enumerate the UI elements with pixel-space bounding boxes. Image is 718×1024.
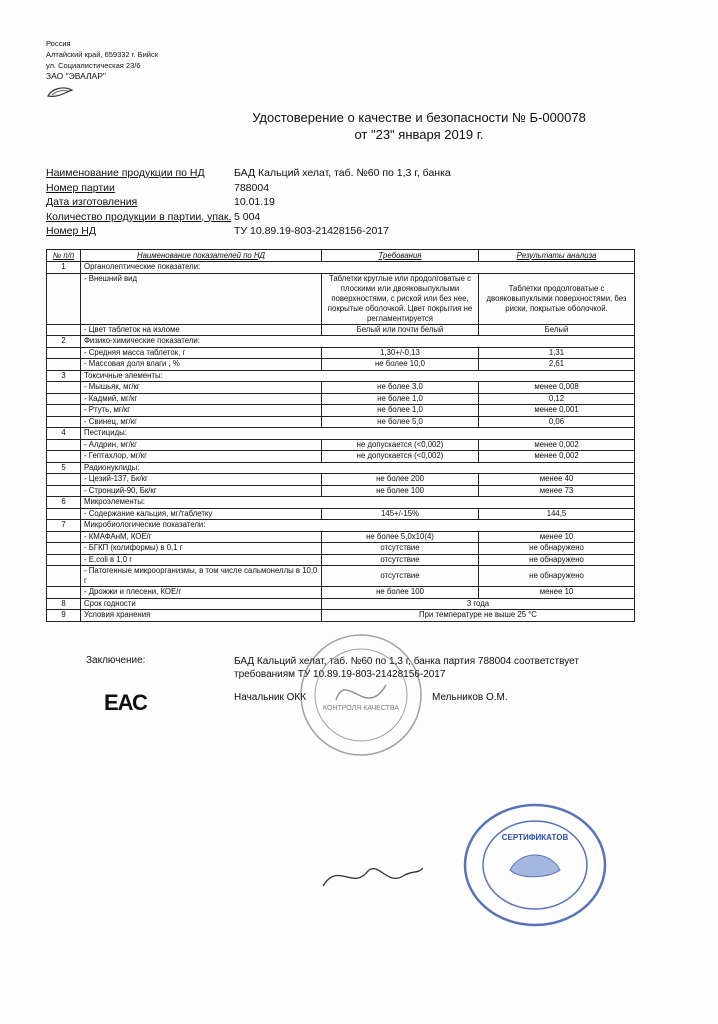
table-row: [47, 405, 635, 417]
requirement-value: не допускается (<0,002): [322, 439, 479, 451]
table-row: [47, 474, 635, 486]
table-row: [47, 347, 635, 359]
result-value: менее 0,001: [479, 405, 635, 417]
requirement-value: Белый или почти белый: [322, 324, 479, 336]
info-label: Наименование продукции по НД: [46, 167, 205, 179]
document-title: Удостоверение о качестве и безопасности № Б-000078: [252, 110, 586, 125]
table-row: [47, 508, 635, 520]
info-value: 788004: [234, 181, 270, 194]
table-row: [47, 262, 635, 274]
requirement-value: отсутствие: [322, 566, 479, 587]
row-number: [47, 543, 81, 555]
indicator-name: - Гептахлор, мг/кг: [81, 451, 322, 463]
indicator-name: - Свинец, мг/кг: [81, 416, 322, 428]
row-number: [47, 531, 81, 543]
table-row: [47, 324, 635, 336]
indicator-value: При температуре не выше 25 °С: [322, 610, 635, 622]
row-number: [47, 273, 81, 324]
header-name: Наименование показателей по НД: [81, 250, 322, 262]
section-title: Микроэлементы:: [81, 497, 635, 509]
table-row: [47, 587, 635, 599]
requirement-value: не более 100: [322, 587, 479, 599]
result-value: менее 0,002: [479, 451, 635, 463]
address-line: ул. Социалистическая 23/6: [46, 61, 141, 70]
indicator-name: - Алдрин, мг/кг: [81, 439, 322, 451]
header-results: Результаты анализа: [479, 250, 635, 262]
result-value: 144,5: [479, 508, 635, 520]
conclusion-label: Заключение:: [86, 655, 146, 666]
info-value: БАД Кальций хелат, таб. №60 по 1,3 г, банка: [234, 167, 451, 179]
address-line: Алтайский край, 659332 г. Бийск: [46, 50, 158, 59]
result-value: менее 73: [479, 485, 635, 497]
section-title: Микробиологические показатели:: [81, 520, 635, 532]
row-number: [47, 587, 81, 599]
indicator-name: - E.coli в 1,0 г: [81, 554, 322, 566]
requirement-value: не допускается (<0,002): [322, 451, 479, 463]
conclusion-text: БАД Кальций хелат, таб. №60 по 1,3 г, банка партия 788004 соответствует требованиям ТУ 10.89.19-803-21428156-2017: [234, 656, 579, 680]
info-value: 10.01.19: [234, 196, 275, 208]
section-title: Токсичные элементы:: [81, 370, 635, 382]
requirement-value: не более 10,0: [322, 359, 479, 371]
row-number: [47, 566, 81, 587]
result-value: менее 0,002: [479, 439, 635, 451]
row-number: [47, 359, 81, 371]
indicator-name: - Содержание кальция, мг/таблетку: [81, 508, 322, 520]
stamp-text: КОНТРОЛЯ КАЧЕСТВА: [323, 705, 399, 712]
table-row: [47, 485, 635, 497]
row-number: [47, 508, 81, 520]
result-value: менее 40: [479, 474, 635, 486]
table-row: [47, 497, 635, 509]
signature-icon: [318, 856, 428, 896]
indicator-name: - Внешний вид: [81, 273, 322, 324]
result-value: 1,31: [479, 347, 635, 359]
row-number: 9: [47, 610, 81, 622]
requirement-value: не более 3,0: [322, 382, 479, 394]
result-value: менее 10: [479, 587, 635, 599]
indicator-name: - Кадмий, мг/кг: [81, 393, 322, 405]
address-line: ЗАО "ЭВАЛАР": [46, 71, 106, 81]
row-number: 7: [47, 520, 81, 532]
row-number: 3: [47, 370, 81, 382]
indicator-name: Срок годности: [81, 598, 322, 610]
boss-label: Начальник ОКК: [234, 692, 307, 703]
row-number: [47, 416, 81, 428]
row-number: [47, 324, 81, 336]
section-title: Пестициды:: [81, 428, 635, 440]
table-row: [47, 370, 635, 382]
table-row: [47, 416, 635, 428]
row-number: 8: [47, 598, 81, 610]
row-number: [47, 554, 81, 566]
requirement-value: 145+/-15%: [322, 508, 479, 520]
table-row: [47, 439, 635, 451]
indicator-name: - Дрожжи и плесени, КОЕ/г: [81, 587, 322, 599]
table-row: [47, 273, 635, 324]
certification-stamp: [460, 800, 610, 930]
info-value: 5 004: [234, 210, 261, 223]
table-row: [47, 566, 635, 587]
document-date: от "23" января 2019 г.: [354, 127, 484, 142]
quality-table: [46, 249, 635, 622]
row-number: [47, 347, 81, 359]
requirement-value: не более 1,0: [322, 405, 479, 417]
result-value: 2,61: [479, 359, 635, 371]
requirement-value: отсутствие: [322, 554, 479, 566]
table-row: [47, 382, 635, 394]
result-value: 0,06: [479, 416, 635, 428]
table-row: [47, 428, 635, 440]
table-row: [47, 359, 635, 371]
table-row: [47, 610, 635, 622]
eac-mark: ЕАС: [104, 690, 147, 715]
table-row: [47, 598, 635, 610]
result-value: менее 0,008: [479, 382, 635, 394]
info-label: Количество продукции в партии, упак.: [46, 210, 232, 223]
row-number: [47, 485, 81, 497]
stamp-text: СЕРТИФИКАТОВ: [501, 833, 569, 842]
indicator-name: - Мышьяк, мг/кг: [81, 382, 322, 394]
requirement-value: 1,30+/-0,13: [322, 347, 479, 359]
indicator-name: - Цвет таблеток на изломе: [81, 324, 322, 336]
requirement-value: не более 5,0х10(4): [322, 531, 479, 543]
requirement-value: не более 5,0: [322, 416, 479, 428]
table-row: [47, 462, 635, 474]
row-number: [47, 451, 81, 463]
boss-name: Мельников О.М.: [432, 692, 508, 703]
row-number: 2: [47, 336, 81, 348]
row-number: [47, 405, 81, 417]
requirement-value: не более 1,0: [322, 393, 479, 405]
result-value: не обнаружено: [479, 543, 635, 555]
requirement-value: не более 200: [322, 474, 479, 486]
indicator-name: - Ртуть, мг/кг: [81, 405, 322, 417]
row-number: [47, 393, 81, 405]
info-label: Номер НД: [46, 225, 96, 237]
result-value: менее 10: [479, 531, 635, 543]
table-row: [47, 520, 635, 532]
info-label: Дата изготовления: [46, 196, 138, 208]
result-value: Таблетки продолговатые с двояковыпуклыми поверхностями, без риски, покрытые оболочкой.: [479, 273, 635, 324]
indicator-name: Условия хранения: [81, 610, 322, 622]
table-header-row: [47, 250, 635, 262]
indicator-name: - Патогенные микроорганизмы, в том числе сальмонеллы в 10,0 г: [81, 566, 322, 587]
indicator-name: - Массовая доля влаги , %: [81, 359, 322, 371]
table-row: [47, 543, 635, 555]
requirement-value: не более 100: [322, 485, 479, 497]
header-requirements: Требования: [322, 250, 479, 262]
requirement-value: Таблетки круглые или продолговатые с плоскими или двояковыпуклыми поверхностями, с риской или без нее, покрытые оболочкой. Цвет покрытия не регламентируется: [322, 273, 479, 324]
indicator-name: - Стронций-90, Бк/кг: [81, 485, 322, 497]
header-num: № п/п: [47, 250, 81, 262]
evalar-logo-icon: [46, 86, 74, 100]
row-number: [47, 382, 81, 394]
row-number: 1: [47, 262, 81, 274]
row-number: [47, 474, 81, 486]
row-number: [47, 439, 81, 451]
result-value: 0,12: [479, 393, 635, 405]
table-row: [47, 531, 635, 543]
address-line: Россия: [46, 39, 71, 48]
table-row: [47, 451, 635, 463]
table-row: [47, 393, 635, 405]
result-value: Белый: [479, 324, 635, 336]
info-value: ТУ 10.89.19-803-21428156-2017: [234, 225, 389, 237]
indicator-value: 3 года: [322, 598, 635, 610]
result-value: не обнаружено: [479, 566, 635, 587]
section-title: Физико-химические показатели:: [81, 336, 635, 348]
row-number: 4: [47, 428, 81, 440]
table-row: [47, 554, 635, 566]
indicator-name: - Цезий-137, Бк/кг: [81, 474, 322, 486]
indicator-name: - Средняя масса таблеток, г: [81, 347, 322, 359]
table-body: [47, 262, 635, 622]
indicator-name: - БГКП (колиформы) в 0,1 г: [81, 543, 322, 555]
indicator-name: - КМАФАнМ, КОЕ/г: [81, 531, 322, 543]
result-value: не обнаружено: [479, 554, 635, 566]
requirement-value: отсутствие: [322, 543, 479, 555]
row-number: 5: [47, 462, 81, 474]
info-label: Номер партии: [46, 181, 115, 194]
company-address: [46, 38, 158, 82]
quality-control-stamp: [296, 630, 426, 760]
table-row: [47, 336, 635, 348]
section-title: Органолептические показатели:: [81, 262, 635, 274]
section-title: Радионуклиды:: [81, 462, 635, 474]
row-number: 6: [47, 497, 81, 509]
